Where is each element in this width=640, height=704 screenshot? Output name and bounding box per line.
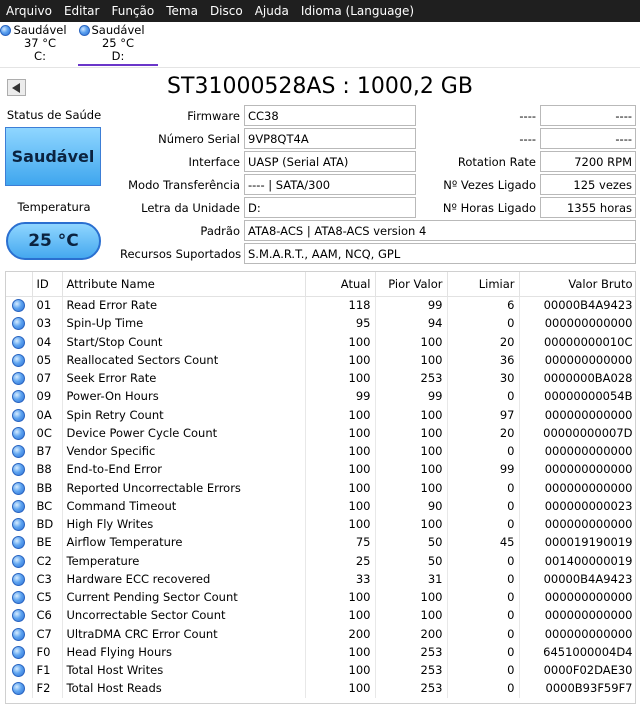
current-value: 100 xyxy=(305,588,375,606)
threshold-value: 97 xyxy=(447,406,519,424)
worst-value: 100 xyxy=(375,424,447,442)
table-row[interactable] xyxy=(6,479,636,497)
attribute-name: Start/Stop Count xyxy=(62,333,305,351)
raw-value: 000000000000 xyxy=(519,479,636,497)
current-value: 33 xyxy=(305,570,375,588)
attribute-id: 0C xyxy=(32,424,62,442)
worst-value: 99 xyxy=(375,296,447,314)
raw-value: 00000B4A9423 xyxy=(519,296,636,314)
drive-tab-d[interactable] xyxy=(78,24,158,66)
current-value: 100 xyxy=(305,333,375,351)
status-ok-icon xyxy=(12,646,25,659)
worst-value: 100 xyxy=(375,606,447,624)
firmware-field: CC38 xyxy=(244,105,416,126)
table-row[interactable] xyxy=(6,679,636,697)
attribute-id: C3 xyxy=(32,570,62,588)
status-ok-icon xyxy=(12,591,25,604)
threshold-value: 0 xyxy=(447,661,519,679)
raw-value: 000000000000 xyxy=(519,406,636,424)
current-value: 100 xyxy=(305,643,375,661)
attribute-name: UltraDMA CRC Error Count xyxy=(62,625,305,643)
worst-value: 100 xyxy=(375,333,447,351)
header-raw-value[interactable]: Valor Bruto xyxy=(519,272,636,296)
table-row[interactable] xyxy=(6,497,636,515)
attribute-name: Spin Retry Count xyxy=(62,406,305,424)
worst-value: 90 xyxy=(375,497,447,515)
raw-value: 0000000BA028 xyxy=(519,369,636,387)
drive-status: Saudável xyxy=(13,23,67,37)
current-value: 100 xyxy=(305,406,375,424)
threshold-value: 0 xyxy=(447,570,519,588)
attribute-name: Current Pending Sector Count xyxy=(62,588,305,606)
serial-field: 9VP8QT4A xyxy=(244,128,416,149)
attribute-name: Command Timeout xyxy=(62,497,305,515)
table-row[interactable] xyxy=(6,533,636,551)
menu-ajuda[interactable]: Ajuda xyxy=(254,4,289,18)
raw-value: 0000F02DAE30 xyxy=(519,661,636,679)
worst-value: 50 xyxy=(375,533,447,551)
status-ok-icon xyxy=(12,555,25,568)
current-value: 100 xyxy=(305,515,375,533)
table-row[interactable] xyxy=(6,606,636,624)
attribute-id: F1 xyxy=(32,661,62,679)
menu-arquivo[interactable]: Arquivo xyxy=(6,4,52,18)
raw-value: 000000000000 xyxy=(519,460,636,478)
drive-tab-c[interactable] xyxy=(0,24,80,66)
attribute-id: BB xyxy=(32,479,62,497)
status-cell xyxy=(6,351,32,369)
table-row[interactable] xyxy=(6,387,636,405)
current-value: 100 xyxy=(305,679,375,697)
current-value: 100 xyxy=(305,351,375,369)
rotation-rate-field: 7200 RPM xyxy=(540,151,636,172)
drive-letter-label: Letra da Unidade xyxy=(141,201,240,215)
status-ok-icon xyxy=(12,536,25,549)
worst-value: 253 xyxy=(375,661,447,679)
status-cell xyxy=(6,406,32,424)
threshold-value: 0 xyxy=(447,643,519,661)
attribute-id: 09 xyxy=(32,387,62,405)
standard-label: Padrão xyxy=(200,224,240,238)
attribute-name: Spin-Up Time xyxy=(62,314,305,332)
raw-value: 00000B4A9423 xyxy=(519,570,636,588)
features-field: S.M.A.R.T., AAM, NCQ, GPL xyxy=(244,243,636,264)
table-row[interactable] xyxy=(6,588,636,606)
worst-value: 100 xyxy=(375,406,447,424)
serial-label: Número Serial xyxy=(158,132,240,146)
health-status-icon xyxy=(0,25,11,36)
header-current[interactable]: Atual xyxy=(305,272,375,296)
status-ok-icon xyxy=(12,682,25,695)
attribute-id: C2 xyxy=(32,552,62,570)
status-cell xyxy=(6,460,32,478)
threshold-value: 6 xyxy=(447,296,519,314)
menu-editar[interactable]: Editar xyxy=(63,4,100,18)
threshold-value: 0 xyxy=(447,552,519,570)
drive-letter-field: D: xyxy=(244,197,416,218)
threshold-value: 0 xyxy=(447,387,519,405)
attribute-name: Total Host Writes xyxy=(62,661,305,679)
table-row[interactable] xyxy=(6,643,636,661)
status-ok-icon xyxy=(12,354,25,367)
status-cell xyxy=(6,661,32,679)
current-value: 99 xyxy=(305,387,375,405)
rotation-rate-label: Rotation Rate xyxy=(457,155,536,169)
current-value: 75 xyxy=(305,533,375,551)
interface-label: Interface xyxy=(188,155,240,169)
attribute-id: F0 xyxy=(32,643,62,661)
menu-tema[interactable]: Tema xyxy=(166,4,198,18)
raw-value: 000000000000 xyxy=(519,314,636,332)
status-cell xyxy=(6,296,32,314)
worst-value: 100 xyxy=(375,442,447,460)
drive-letter: D: xyxy=(111,49,125,63)
right-label-2: ---- xyxy=(519,132,536,146)
status-ok-icon xyxy=(12,609,25,622)
attribute-name: Hardware ECC recovered xyxy=(62,570,305,588)
status-cell xyxy=(6,625,32,643)
disk-title: ST31000528AS : 1000,2 GB xyxy=(167,74,473,99)
attribute-name: Uncorrectable Sector Count xyxy=(62,606,305,624)
menu-bar xyxy=(0,0,640,22)
attribute-id: C6 xyxy=(32,606,62,624)
header-attribute-name[interactable]: Attribute Name xyxy=(62,272,305,296)
status-cell xyxy=(6,570,32,588)
attribute-id: F2 xyxy=(32,679,62,697)
health-status-label: Status de Saúde xyxy=(6,108,102,122)
current-value: 25 xyxy=(305,552,375,570)
right-field-1: ---- xyxy=(540,105,636,126)
threshold-value: 20 xyxy=(447,424,519,442)
status-cell xyxy=(6,479,32,497)
status-ok-icon xyxy=(12,409,25,422)
status-cell xyxy=(6,497,32,515)
menu-idioma[interactable]: Idioma (Language) xyxy=(300,4,415,18)
right-field-2: ---- xyxy=(540,128,636,149)
threshold-value: 0 xyxy=(447,606,519,624)
status-cell xyxy=(6,515,32,533)
header-id[interactable]: ID xyxy=(32,272,62,296)
status-ok-icon xyxy=(12,372,25,385)
temperature-badge: 25 °C xyxy=(6,222,101,260)
raw-value: 001400000019 xyxy=(519,552,636,570)
status-ok-icon xyxy=(12,500,25,513)
current-value: 100 xyxy=(305,661,375,679)
status-cell xyxy=(6,333,32,351)
current-value: 100 xyxy=(305,606,375,624)
status-cell xyxy=(6,643,32,661)
raw-value: 000000000000 xyxy=(519,515,636,533)
attribute-name: Head Flying Hours xyxy=(62,643,305,661)
attribute-id: B8 xyxy=(32,460,62,478)
status-ok-icon xyxy=(12,482,25,495)
raw-value: 000000000000 xyxy=(519,442,636,460)
status-ok-icon xyxy=(12,445,25,458)
attribute-id: 0A xyxy=(32,406,62,424)
attribute-id: 01 xyxy=(32,296,62,314)
status-cell xyxy=(6,588,32,606)
status-cell xyxy=(6,442,32,460)
attribute-name: Airflow Temperature xyxy=(62,533,305,551)
raw-value: 6451000004D4 xyxy=(519,643,636,661)
health-status-icon xyxy=(79,25,90,36)
current-value: 200 xyxy=(305,625,375,643)
table-row[interactable] xyxy=(6,351,636,369)
table-row[interactable] xyxy=(6,552,636,570)
worst-value: 253 xyxy=(375,679,447,697)
current-value: 95 xyxy=(305,314,375,332)
transfer-mode-field: ---- | SATA/300 xyxy=(244,174,416,195)
temperature-label: Temperatura xyxy=(17,200,91,214)
worst-value: 100 xyxy=(375,479,447,497)
status-ok-icon xyxy=(12,427,25,440)
current-value: 100 xyxy=(305,479,375,497)
interface-field: UASP (Serial ATA) xyxy=(244,151,416,172)
worst-value: 253 xyxy=(375,369,447,387)
standard-field: ATA8-ACS | ATA8-ACS version 4 xyxy=(244,220,636,241)
threshold-value: 0 xyxy=(447,625,519,643)
threshold-value: 0 xyxy=(447,479,519,497)
status-ok-icon xyxy=(12,299,25,312)
attribute-id: B7 xyxy=(32,442,62,460)
transfer-mode-label: Modo Transferência xyxy=(128,178,240,192)
attribute-id: C5 xyxy=(32,588,62,606)
raw-value: 000000000023 xyxy=(519,497,636,515)
attribute-id: 05 xyxy=(32,351,62,369)
worst-value: 31 xyxy=(375,570,447,588)
raw-value: 000000000000 xyxy=(519,625,636,643)
threshold-value: 0 xyxy=(447,679,519,697)
raw-value: 0000B93F59F7 xyxy=(519,679,636,697)
drive-temp: 25 °C xyxy=(101,36,135,50)
raw-value: 000000000000 xyxy=(519,351,636,369)
attribute-id: BE xyxy=(32,533,62,551)
attribute-name: Power-On Hours xyxy=(62,387,305,405)
worst-value: 100 xyxy=(375,460,447,478)
attribute-name: Seek Error Rate xyxy=(62,369,305,387)
raw-value: 00000000054B xyxy=(519,387,636,405)
worst-value: 99 xyxy=(375,387,447,405)
firmware-label: Firmware xyxy=(187,109,240,123)
current-value: 100 xyxy=(305,460,375,478)
features-label: Recursos Suportados xyxy=(120,247,242,261)
smart-table xyxy=(6,272,636,698)
attribute-name: Temperature xyxy=(62,552,305,570)
power-on-count-field: 125 vezes xyxy=(540,174,636,195)
drive-temp: 37 °C xyxy=(23,36,57,50)
status-cell xyxy=(6,314,32,332)
status-ok-icon xyxy=(12,390,25,403)
current-value: 100 xyxy=(305,369,375,387)
header-worst[interactable]: Pior Valor xyxy=(375,272,447,296)
threshold-value: 0 xyxy=(447,314,519,332)
attribute-name: Total Host Reads xyxy=(62,679,305,697)
attribute-id: 04 xyxy=(32,333,62,351)
threshold-value: 0 xyxy=(447,442,519,460)
power-on-hours-field: 1355 horas xyxy=(540,197,636,218)
smart-attributes-table[interactable] xyxy=(5,271,636,704)
worst-value: 94 xyxy=(375,314,447,332)
status-cell xyxy=(6,679,32,697)
table-row[interactable] xyxy=(6,296,636,314)
status-ok-icon xyxy=(12,628,25,641)
status-ok-icon xyxy=(12,573,25,586)
power-on-hours-label: Nº Horas Ligado xyxy=(442,201,536,215)
raw-value: 00000000010C xyxy=(519,333,636,351)
current-value: 100 xyxy=(305,497,375,515)
raw-value: 00000000007D xyxy=(519,424,636,442)
status-ok-icon xyxy=(12,317,25,330)
right-label-1: ---- xyxy=(519,109,536,123)
worst-value: 253 xyxy=(375,643,447,661)
status-cell xyxy=(6,369,32,387)
attribute-id: 03 xyxy=(32,314,62,332)
table-row[interactable] xyxy=(6,442,636,460)
table-row[interactable] xyxy=(6,460,636,478)
attribute-name: End-to-End Error xyxy=(62,460,305,478)
threshold-value: 0 xyxy=(447,588,519,606)
table-row[interactable] xyxy=(6,369,636,387)
drive-status: Saudável xyxy=(91,23,145,37)
status-cell xyxy=(6,424,32,442)
attribute-name: High Fly Writes xyxy=(62,515,305,533)
worst-value: 50 xyxy=(375,552,447,570)
status-cell xyxy=(6,552,32,570)
status-ok-icon xyxy=(12,336,25,349)
table-row[interactable] xyxy=(6,661,636,679)
attribute-name: Read Error Rate xyxy=(62,296,305,314)
status-ok-icon xyxy=(12,664,25,677)
health-status-button[interactable]: Saudável xyxy=(5,127,101,186)
menu-disco[interactable]: Disco xyxy=(209,4,243,18)
raw-value: 000019190019 xyxy=(519,533,636,551)
threshold-value: 0 xyxy=(447,515,519,533)
worst-value: 100 xyxy=(375,515,447,533)
attribute-name: Vendor Specific xyxy=(62,442,305,460)
table-row[interactable] xyxy=(6,570,636,588)
threshold-value: 20 xyxy=(447,333,519,351)
worst-value: 200 xyxy=(375,625,447,643)
current-value: 100 xyxy=(305,442,375,460)
table-row[interactable] xyxy=(6,406,636,424)
current-value: 100 xyxy=(305,424,375,442)
table-row[interactable] xyxy=(6,625,636,643)
header-threshold[interactable]: Limiar xyxy=(447,272,519,296)
menu-funcao[interactable]: Função xyxy=(111,4,155,18)
table-row[interactable] xyxy=(6,424,636,442)
status-cell xyxy=(6,533,32,551)
current-value: 118 xyxy=(305,296,375,314)
table-row[interactable] xyxy=(6,314,636,332)
table-row[interactable] xyxy=(6,515,636,533)
header-status[interactable] xyxy=(6,272,32,296)
table-row[interactable] xyxy=(6,333,636,351)
attribute-name: Reported Uncorrectable Errors xyxy=(62,479,305,497)
threshold-value: 45 xyxy=(447,533,519,551)
worst-value: 100 xyxy=(375,588,447,606)
table-header-row xyxy=(6,272,636,296)
attribute-id: 07 xyxy=(32,369,62,387)
drive-bar xyxy=(0,22,640,68)
drive-letter: C: xyxy=(34,49,46,63)
status-ok-icon xyxy=(12,463,25,476)
attribute-id: C7 xyxy=(32,625,62,643)
raw-value: 000000000000 xyxy=(519,606,636,624)
threshold-value: 30 xyxy=(447,369,519,387)
raw-value: 000000000000 xyxy=(519,588,636,606)
threshold-value: 99 xyxy=(447,460,519,478)
attribute-name: Device Power Cycle Count xyxy=(62,424,305,442)
status-ok-icon xyxy=(12,518,25,531)
status-cell xyxy=(6,606,32,624)
attribute-id: BC xyxy=(32,497,62,515)
threshold-value: 36 xyxy=(447,351,519,369)
worst-value: 100 xyxy=(375,351,447,369)
status-cell xyxy=(6,387,32,405)
attribute-id: BD xyxy=(32,515,62,533)
attribute-name: Reallocated Sectors Count xyxy=(62,351,305,369)
power-on-count-label: Nº Vezes Ligado xyxy=(443,178,536,192)
threshold-value: 0 xyxy=(447,497,519,515)
